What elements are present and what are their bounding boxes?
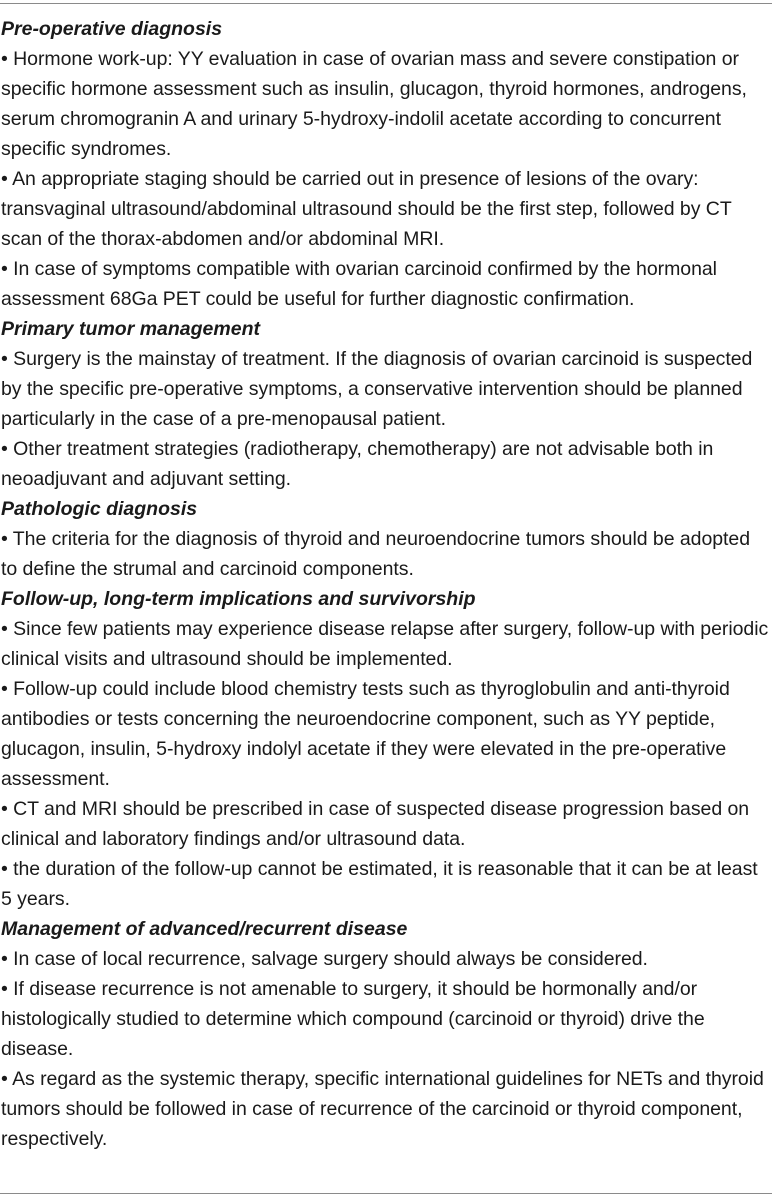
section-advanced-recurrent-disease (1, 914, 771, 1154)
bullet-item: • Follow-up could include blood chemistry tests such as thyroglobulin and anti-thyroid antibodies or tests concerning the neuroendocrine component, such as YY peptide, glucagon, insulin, 5-hydroxy indolyl acetate if they were elevated in the pre-operative assessment. (1, 678, 730, 790)
section-heading: Pre-operative diagnosis (1, 18, 223, 40)
bullet-item: • Since few patients may experience disease relapse after surgery, follow-up with periodic clinical visits and ultrasound should be implemented. (1, 618, 769, 670)
section-primary-tumor-management (1, 314, 771, 494)
bullet-item: • Other treatment strategies (radiotherapy, chemotherapy) are not advisable both in neoadjuvant and adjuvant setting. (1, 438, 714, 490)
table-body (1, 14, 771, 1154)
bullet-item: • An appropriate staging should be carried out in presence of lesions of the ovary: transvaginal ultrasound/abdominal ultrasound should be the first step, followed by CT scan of the thorax-abdomen and/or abdominal MRI. (1, 168, 732, 250)
bullet-item: • If disease recurrence is not amenable to surgery, it should be hormonally and/or histologically studied to determine which compound (carcinoid or thyroid) drive the disease. (1, 978, 705, 1060)
bullet-item: • the duration of the follow-up cannot be estimated, it is reasonable that it can be at least 5 years. (1, 858, 758, 910)
section-pre-operative-diagnosis (1, 14, 771, 314)
bottom-rule (0, 1193, 772, 1194)
bullet-item: • As regard as the systemic therapy, specific international guidelines for NETs and thyroid tumors should be followed in case of recurrence of the carcinoid or thyroid component, respectively. (1, 1068, 764, 1150)
section-pathologic-diagnosis (1, 494, 771, 584)
bullet-item: • Surgery is the mainstay of treatment. If the diagnosis of ovarian carcinoid is suspected by the specific pre-operative symptoms, a conservative intervention should be planned particularly in the case of a pre-menopausal patient. (1, 348, 753, 430)
top-rule (0, 3, 772, 4)
section-heading: Primary tumor management (1, 318, 260, 340)
bullet-item: • Hormone work-up: YY evaluation in case of ovarian mass and severe constipation or specific hormone assessment such as insulin, glucagon, thyroid hormones, androgens, serum chromogranin A and urinary 5-hydroxy-indolil acetate according to concurrent specific syndromes. (1, 48, 747, 160)
bullet-item: • The criteria for the diagnosis of thyroid and neuroendocrine tumors should be adopted to define the strumal and carcinoid components. (1, 528, 751, 580)
section-heading: Management of advanced/recurrent disease (1, 918, 408, 940)
section-heading: Follow-up, long-term implications and survivorship (1, 588, 476, 610)
section-heading: Pathologic diagnosis (1, 498, 198, 520)
bullet-item: • In case of symptoms compatible with ovarian carcinoid confirmed by the hormonal assessment 68Ga PET could be useful for further diagnostic confirmation. (1, 258, 717, 310)
bullet-item: • In case of local recurrence, salvage surgery should always be considered. (1, 948, 648, 970)
section-follow-up (1, 584, 771, 914)
bullet-item: • CT and MRI should be prescribed in case of suspected disease progression based on clinical and laboratory findings and/or ultrasound data. (1, 798, 750, 850)
